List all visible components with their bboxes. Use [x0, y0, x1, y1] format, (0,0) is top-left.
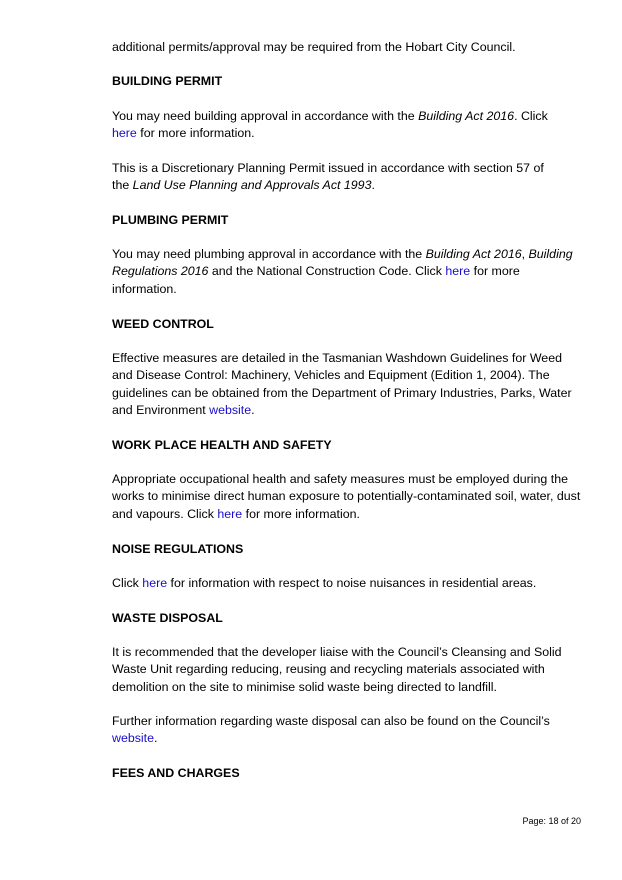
- building-paragraph-1: [112, 108, 582, 143]
- whs-here-link[interactable]: here: [217, 506, 243, 521]
- plumbing-text-a: You may need plumbing approval in accordance with the: [112, 247, 426, 261]
- waste-paragraph-1: [112, 644, 582, 696]
- building-p1-text-b: . Click: [514, 109, 548, 123]
- whs-paragraph: [112, 471, 582, 523]
- heading-plumbing-permit: PLUMBING PERMIT: [112, 213, 229, 227]
- building-paragraph-2: [112, 160, 582, 195]
- whs-text-b: for more information.: [242, 506, 360, 521]
- waste-p2-text-b: .: [154, 731, 158, 746]
- noise-here-link[interactable]: here: [142, 576, 168, 590]
- noise-text-a: Click: [112, 576, 143, 590]
- weed-text-b: .: [251, 403, 255, 418]
- plumbing-building-act-citation: Building Act 2016: [425, 247, 522, 261]
- building-p2-text-c: .: [371, 178, 375, 193]
- heading-waste-disposal: WASTE DISPOSAL: [112, 611, 223, 625]
- building-p1-text-a: You may need building approval in accordance with the: [112, 109, 419, 123]
- intro-paragraph: [112, 39, 582, 56]
- plumbing-paragraph: [112, 246, 582, 298]
- building-here-link[interactable]: here: [112, 126, 137, 141]
- intro-text: additional permits/approval may be required from the Hobart City Council.: [112, 40, 516, 54]
- waste-paragraph-2: [112, 713, 582, 748]
- plumbing-here-link[interactable]: here: [445, 264, 471, 279]
- plumbing-text-c: and the National Construction Code. Click: [208, 264, 446, 279]
- weed-text-a: Effective measures are detailed in the Tasmanian Washdown Guidelines for Weed and Disease Control: Machinery, Vehicles and Equipment (Edition 1, 2004). The guidelines can be obtained from the Department of Primary Industries, Parks, Water and Environment: [112, 351, 572, 418]
- plumbing-text-b: ,: [521, 247, 529, 261]
- waste-p1-text: It is recommended that the developer liaise with the Council’s Cleansing and Solid Waste Unit regarding reducing, reusing and recycling materials associated with demolition on the site to minimise solid waste being directed to landfill.: [112, 645, 562, 694]
- page-number: Page: 18 of 20: [522, 816, 581, 826]
- weed-paragraph: [112, 350, 582, 420]
- heading-building-permit: BUILDING PERMIT: [112, 74, 223, 88]
- building-p1-text-c: for more information.: [136, 126, 255, 141]
- plumbing-text-d: for more information.: [112, 264, 520, 296]
- waste-website-link[interactable]: website: [112, 731, 155, 746]
- weed-website-link[interactable]: website: [209, 403, 252, 418]
- heading-work-place-health-safety: WORK PLACE HEALTH AND SAFETY: [112, 438, 332, 452]
- building-p2-text-a: This is a Discretionary Planning Permit issued in accordance with section 57 of: [112, 161, 544, 175]
- waste-p2-text-a: Further information regarding waste disposal can also be found on the Council’s: [112, 714, 550, 728]
- building-p2-text-b: the: [112, 178, 133, 193]
- heading-noise-regulations: NOISE REGULATIONS: [112, 542, 244, 556]
- heading-fees-and-charges: FEES AND CHARGES: [112, 766, 240, 780]
- building-regulations-citation: Building Regulations 2016: [112, 247, 573, 279]
- noise-paragraph: [112, 575, 582, 592]
- whs-text-a: Appropriate occupational health and safety measures must be employed during the works to minimise direct human exposure to potentially-contaminated soil, water, dust and vapours. Click: [112, 472, 581, 521]
- land-use-act-citation: Land Use Planning and Approvals Act 1993: [132, 178, 372, 193]
- building-act-citation: Building Act 2016: [418, 109, 515, 123]
- heading-weed-control: WEED CONTROL: [112, 317, 214, 331]
- noise-text-b: for information with respect to noise nuisances in residential areas.: [167, 576, 537, 590]
